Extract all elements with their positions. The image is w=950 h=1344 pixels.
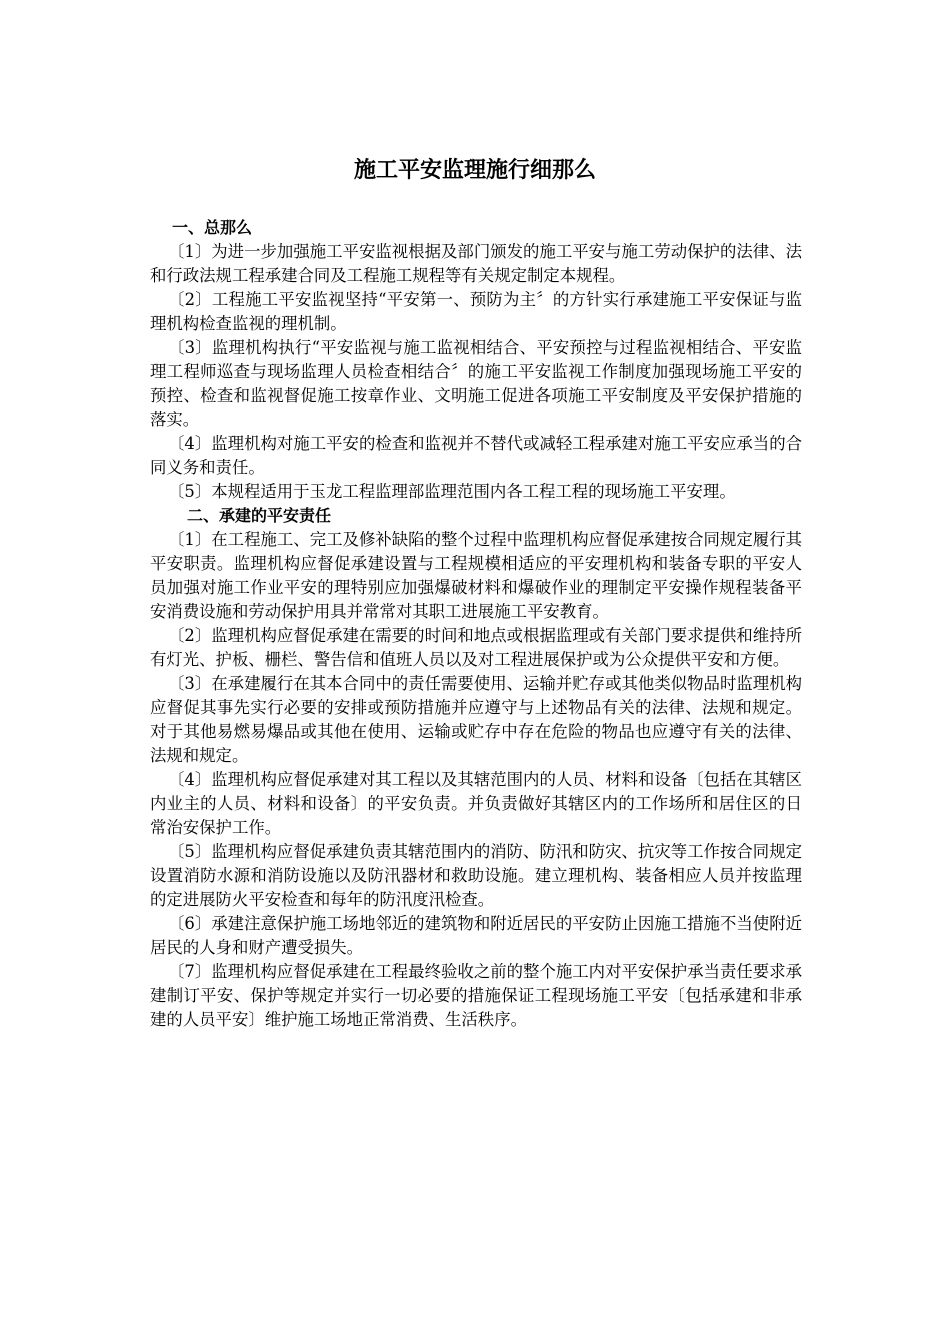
paragraph: 〔1〕在工程施工、完工及修补缺陷的整个过程中监理机构应督促承建按合同规定履行其平安职责。监理机构应督促承建设置与工程规模相适应的平安理机构和装备专职的平安人员加强对施工作业平安的理特别应加强爆破材料和爆破作业的理制定平安操作规程装备平安消费设施和劳动保护用具并常常对其职工进展施工平安教育。 (150, 530, 802, 621)
paragraph: 〔3〕监理机构执行“平安监视与施工监视相结合、平安预控与过程监视相结合、平安监理工程师巡查与现场监理人员检查相结合〞的施工平安监视工作制度加强现场施工平安的预控、检查和监视督促施工按章作业、文明施工促进各项施工平安制度及平安保护措施的落实。 (150, 338, 802, 429)
paragraph: 〔3〕在承建履行在其本合同中的责任需要使用、运输并贮存或其他类似物品时监理机构应督促其事先实行必要的安排或预防措施并应遵守与上述物品有关的法律、法规和规定。对于其他易燃易爆品或其他在使用、运输或贮存中存在危险的物品也应遵守有关的法律、法规和规定。 (150, 674, 802, 765)
section-heading: 一、总那么 (172, 218, 253, 237)
section-heading: 二、承建的平安责任 (187, 506, 332, 525)
paragraph: 〔2〕监理机构应督促承建在需要的时间和地点或根据监理或有关部门要求提供和维持所有灯光、护板、栅栏、警告信和值班人员以及对工程进展保护或为公众提供平安和方便。 (150, 626, 802, 669)
paragraph: 〔5〕监理机构应督促承建负责其辖范围内的消防、防汛和防灾、抗灾等工作按合同规定设置消防水源和消防设施以及防汛器材和救助设施。建立理机构、装备相应人员并按监理的定进展防火平安检查和每年的防汛度汛检查。 (150, 842, 802, 909)
paragraph: 〔4〕监理机构应督促承建对其工程以及其辖范围内的人员、材料和设备〔包括在其辖区内业主的人员、材料和设备〕的平安负责。并负责做好其辖区内的工作场所和居住区的日常治安保护工作。 (150, 770, 802, 837)
paragraph: 〔6〕承建注意保护施工场地邻近的建筑物和附近居民的平安防止因施工措施不当使附近居民的人身和财产遭受损失。 (150, 914, 802, 957)
paragraph: 〔1〕为进一步加强施工平安监视根据及部门颁发的施工平安与施工劳动保护的法律、法和行政法规工程承建合同及工程施工规程等有关规定制定本规程。 (150, 242, 802, 285)
document-body (150, 216, 802, 1032)
paragraph: 〔4〕监理机构对施工平安的检查和监视并不替代或减轻工程承建对施工平安应承当的合同义务和责任。 (150, 434, 802, 477)
paragraph: 〔5〕本规程适用于玉龙工程监理部监理范围内各工程工程的现场施工平安理。 (168, 482, 736, 501)
paragraph: 〔2〕工程施工平安监视坚持“平安第一、预防为主〞的方针实行承建施工平安保证与监理机构检查监视的理机制。 (150, 290, 802, 333)
section-general-provisions (150, 216, 802, 504)
section-contractor-safety-responsibility (150, 504, 802, 1032)
document-title: 施工平安监理施行细那么 (353, 158, 596, 183)
paragraph: 〔7〕监理机构应督促承建在工程最终验收之前的整个施工内对平安保护承当责任要求承建制订平安、保护等规定并实行一切必要的措施保证工程现场施工平安〔包括承建和非承建的人员平安〕维护施工场地正常消费、生活秩序。 (150, 962, 802, 1029)
